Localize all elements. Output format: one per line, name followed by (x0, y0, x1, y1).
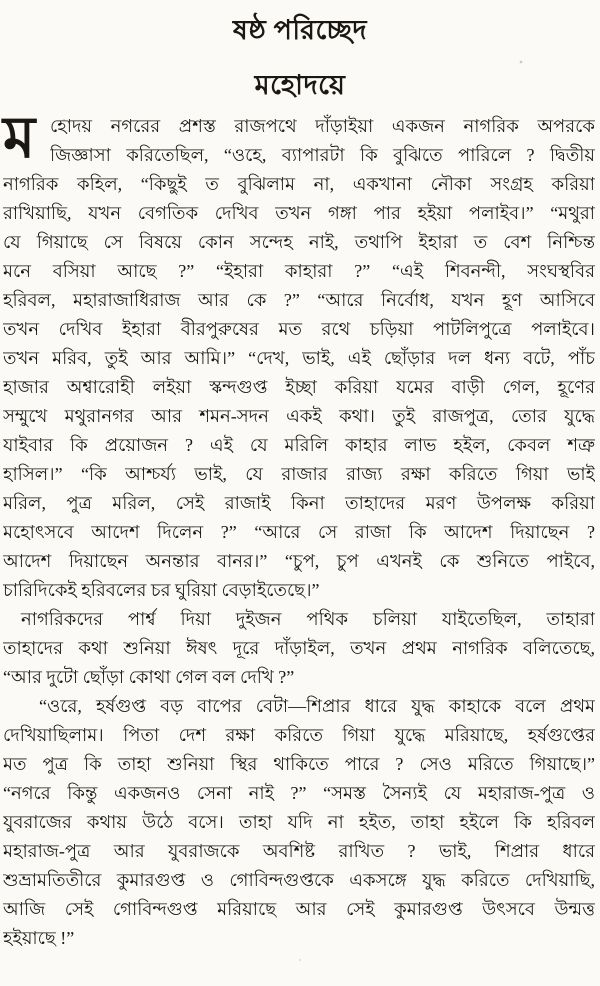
text-line: জিজ্ঞাসা করিতেছিল, “ওহে, ব্যাপারটা কি বুঝিতে পারিলে ? দ্বিতীয় (50, 145, 595, 165)
chapter-title: মহোদয়ে (254, 70, 346, 100)
chapter-heading: ষষ্ঠ পরিচ্ছেদ (232, 15, 368, 45)
text-line: মহারাজ-পুত্র আর যুবরাজকে অবশিষ্ট রাখিত ? ভাই, শিপ্রার ধারে (3, 841, 595, 861)
text-line: যে গিয়াছে সে বিষয়ে কোন সন্দেহ নাই, তথাপি ইহারা ত বেশ নিশ্চিন্ত (3, 232, 595, 252)
text-line: আজি সেই গোবিন্দগুপ্ত মরিয়াছে আর সেই কুমারগুপ্ত উৎসবে উন্মত্ত (3, 899, 595, 919)
text-line: তখন দেখিব ইহারা বীরপুরুষের মত রথে চড়িয়া পাটলিপুত্রে পলাইবে। (3, 319, 595, 339)
text-line: মরিল, পুত্র মরিল, সেই রাজাই কিনা তাহাদের মরণ উপলক্ষ করিয়া (3, 493, 595, 513)
text-line: চারিদিকেই হরিবলের চর ঘুরিয়া বেড়াইতেছে।” (3, 580, 320, 600)
text-line: হাজার অশ্বারোহী লইয়া স্কন্দগুপ্ত ইচ্ছা করিয়া যমের বাড়ী গেল, হূণের (3, 377, 595, 397)
text-line: সম্মুখে মথুরানগর আর শমন-সদন একই কথা। তুই রাজপুত্র, তোর যুদ্ধে (3, 406, 595, 426)
text-line: তখন মরিব, তুই আর আমি।” “দেখ, ভাই, এই ছোঁড়ার দল ধন্য বটে, পাঁচ (3, 348, 595, 368)
text-line: রাখিয়াছি, যখন বেগতিক দেখিব তখন গঙ্গা পার হইয়া পলাইব।” “মথুরা (3, 203, 595, 223)
text-line: “নগরে কিন্তু একজনও সেনা নাই ?” “সমস্ত সৈন্যই যে মহারাজ-পুত্র ও (3, 783, 595, 803)
text-line: নাগরিকদের পার্শ্ব দিয়া দুইজন পথিক চলিয়া যাইতেছিল, তাহারা (21, 609, 595, 629)
text-line: যাইবার কি প্রয়োজন ? এই যে মরিলি কাহার লাভ হইল, কেবল শত্রু (3, 435, 595, 455)
text-line: তাহাদের কথা শুনিয়া ঈষৎ দূরে দাঁড়াইল, তখন প্রথম নাগরিক বলিতেছে, (3, 638, 595, 658)
text-line: মনে বসিয়া আছে ?” “ইহারা কাহারা ?” “এই শিবনন্দী, সংঘস্থবির (3, 261, 595, 281)
text-line: আদেশ দিয়াছেন অনন্তার বানর।” “চুপ, চুপ এখনই কে শুনিতে পাইবে, (3, 551, 595, 571)
text-line: হইয়াছে !” (3, 928, 75, 948)
text-line: “আর দুটো ছোঁড়া কোথা গেল বল দেখি ?” (3, 667, 295, 687)
text-line: শুভ্রামতিতীরে কুমারগুপ্ত ও গোবিন্দগুপ্তকে একসঙ্গে যুদ্ধ করিতে দেখিয়াছি, (3, 870, 595, 890)
text-line: হোদয় নগরের প্রশস্ত রাজপথে দাঁড়াইয়া একজন নাগরিক অপরকে (50, 116, 595, 136)
text-line: যুবরাজের কথায় উঠে বসে। তাহা যদি না হইত, তাহা হইলে কি হরিবল (3, 812, 595, 832)
text-line: “ওরে, হর্ষগুপ্ত বড় বাপের বেটা—শিপ্রার ধারে যুদ্ধ কাহাকে বলে প্রথম (39, 696, 595, 716)
text-line: হরিবল, মহারাজাধিরাজ আর কে ?” “আরে নির্বোধ, যখন হূণ আসিবে (3, 290, 595, 310)
text-line: মহোৎসবে আদেশ দিলেন ?” “আরে সে রাজা কি আদেশ দিয়াছেন ? (3, 522, 595, 542)
body-text (0, 105, 600, 953)
drop-cap: ম (3, 105, 36, 170)
text-line: মত পুত্র কি তাহা শুনিয়া স্থির থাকিতে পারে ? সেও মরিতে গিয়াছে।” (3, 754, 595, 774)
text-line: দেখিয়াছিলাম। পিতা দেশ রক্ষা করিতে গিয়া যুদ্ধে মরিয়াছে, হর্ষগুপ্তের (3, 725, 595, 745)
text-line: হাসিল।” “কি আশ্চর্য্য ভাই, যে রাজার রাজ্য রক্ষা করিতে গিয়া ভাই (3, 464, 595, 484)
text-line: নাগরিক কহিল, “কিছুই ত বুঝিলাম না, একখানা নৌকা সংগ্রহ করিয়া (3, 174, 595, 194)
